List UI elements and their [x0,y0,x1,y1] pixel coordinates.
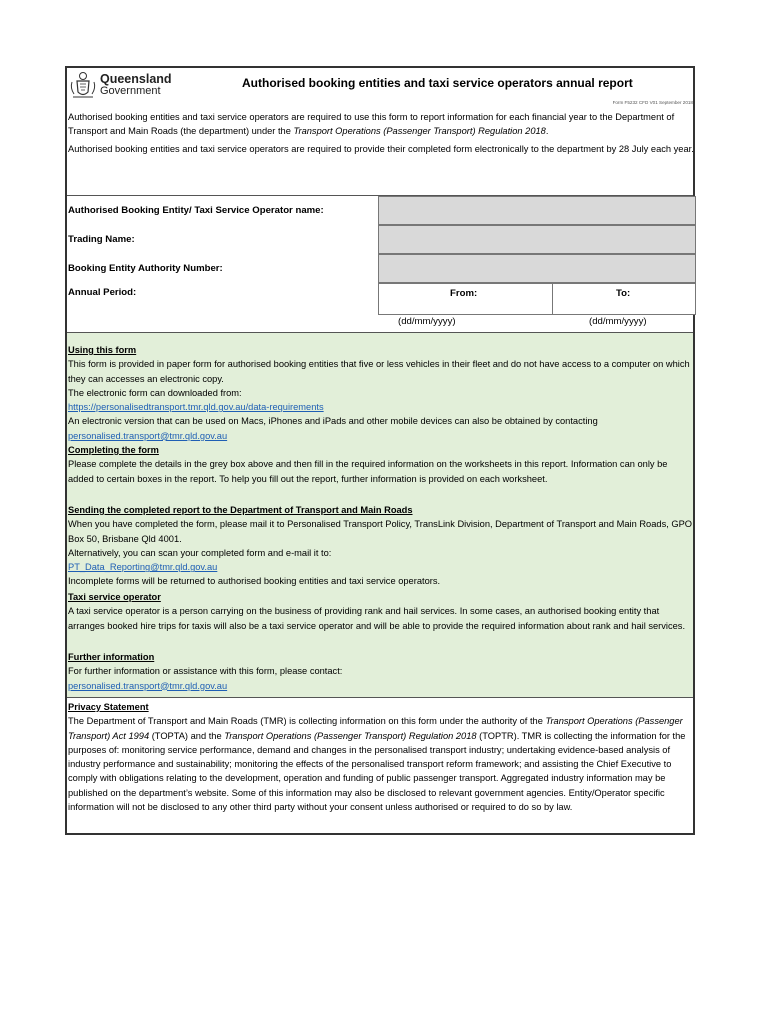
further-information-heading: Further information [68,652,155,662]
completing-form-heading: Completing the form [68,445,159,455]
logo-text-queensland: Queensland [100,72,172,86]
privacy-text-2: (TOPTA) and the [149,730,225,741]
further-information-section [68,650,694,693]
taxi-operator-text: A taxi service operator is a person carrying on the business of providing rank and hail services. In some cases, an authorised booking entity that arranges booked hire trips for taxis will also be a taxi service operator and will be able to provide the required information about rank and hail services. [68,606,686,631]
section-divider [67,697,693,698]
data-requirements-link[interactable]: https://personalisedtransport.tmr.qld.gov.au/data-requirements [68,402,324,413]
privacy-text-3: (TOPTR). TMR is collecting the information for the purposes of: monitoring service performance, demand and changes in the personalised transport industry; undertaking evidence-based analysis of industry performance and sustainability; monitoring the effects of the personalised transport reform framework; and assisting the Chief Executive to comply with obligations relating to the development, operation and funding of public passenger transport. Aggregated industry information may be published on the department’s website. Some of this information may also be disclosed to relevant government agencies. Entity/Operator specific information will not be disclosed to any other third party without your consent unless authorised or required to do so by law. [68,730,686,813]
period-to-label: To: [616,288,631,299]
intro-regulation: Transport Operations (Passenger Transport) Regulation 2018 [293,126,546,136]
further-information-text: For further information or assistance with this form, please contact: [68,666,343,677]
using-form-heading: Using this form [68,345,137,355]
sending-report-heading: Sending the completed report to the Department of Transport and Main Roads [68,505,413,515]
form-number: Form F5232 CFD V01 September 2018 [612,100,693,105]
privacy-statement-heading: Privacy Statement [68,702,149,712]
privacy-statement-text [68,714,694,814]
trading-name-label: Trading Name: [68,234,135,245]
annual-report-form [65,66,695,835]
completing-form-text: Please complete the details in the grey box above and then fill in the required information on the worksheets in this report. Information can only be added to certain boxes in the report. To help you fill out the report, further information is provided on each worksheet. [68,459,668,484]
taxi-operator-section [68,590,694,633]
authority-number-label: Booking Entity Authority Number: [68,263,223,274]
taxi-operator-heading: Taxi service operator [68,592,161,602]
queensland-government-logo [68,70,174,100]
personalised-transport-email-link[interactable]: personalised.transport@tmr.qld.gov.au [68,430,228,441]
queensland-crest-icon [68,70,98,100]
incomplete-forms-text: Incomplete forms will be returned to authorised booking entities and taxi service operators. [68,576,441,587]
further-information-email-link[interactable]: personalised.transport@tmr.qld.gov.au [68,680,228,691]
entity-name-label: Authorised Booking Entity/ Taxi Service Operator name: [68,205,324,216]
trading-name-field[interactable] [378,225,696,254]
logo-text-government: Government [100,85,161,97]
form-title: Authorised booking entities and taxi service operators annual report [242,76,633,90]
authority-number-field[interactable] [378,254,696,283]
form-header [67,68,693,108]
entity-name-field[interactable] [378,196,696,225]
period-from-format: (dd/mm/yyyy) [398,316,456,327]
privacy-regulation-name: Transport Operations (Passenger Transport) Regulation 2018 [224,730,477,741]
privacy-statement-section [68,700,694,814]
sending-report-section [68,503,694,589]
sending-report-mail-text: When you have completed the form, please mail it to Personalised Transport Policy, TransLink Division, Department of Transport and Main Roads, GPO Box 50, Brisbane Qld 4001. [68,519,693,544]
period-from-label: From: [450,288,478,299]
using-form-text: This form is provided in paper form for authorised booking entities that five or less vehicles in their fleet and do not have access to a computer on which they can accesses an electronic copy. [68,359,690,384]
intro-text-1: Authorised booking entities and taxi service operators are required to use this form to report information for each financial year to the Department of Transport and Main Roads (the department) under the [68,112,675,136]
sending-report-email-text: Alternatively, you can scan your completed form and e-mail it to: [68,547,332,558]
annual-period-label: Annual Period: [68,287,137,298]
intro-text-1-end: . [545,126,549,136]
period-to-format: (dd/mm/yyyy) [589,316,647,327]
pt-data-reporting-email-link[interactable]: PT_Data_Reporting@tmr.qld.gov.au [68,562,218,573]
electronic-version-text: An electronic version that can be used on Macs, iPhones and iPads and other mobile devices can also be obtained by contacting [68,416,598,427]
using-form-section [68,343,694,443]
intro-paragraph-1 [68,110,696,138]
download-text: The electronic form can downloaded from: [68,387,242,398]
period-from-field[interactable] [378,283,551,315]
intro-text [68,110,696,156]
intro-paragraph-2: Authorised booking entities and taxi service operators are required to provide their completed form electronically to the department by 28 July each year. [68,144,694,154]
period-to-field[interactable] [552,283,696,315]
privacy-act-name: Transport Operations (Passenger Transport) Act 1994 [68,716,683,741]
completing-form-section [68,443,694,486]
privacy-text-1: The Department of Transport and Main Roads (TMR) is collecting information on this form under the authority of the [68,716,546,727]
